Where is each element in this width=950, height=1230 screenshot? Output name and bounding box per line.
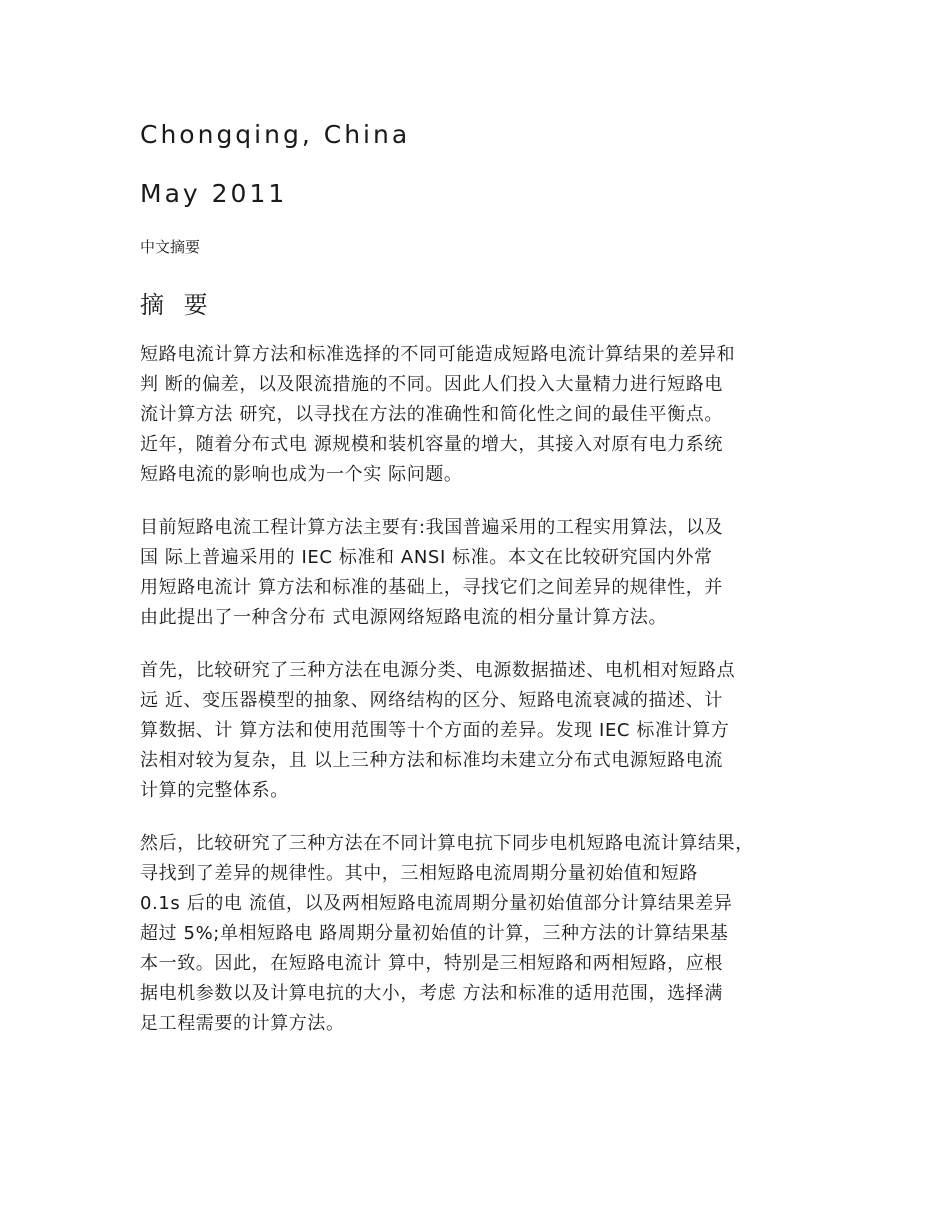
paragraph-line: 超过 5%;单相短路电 路周期分量初始值的计算，三种方法的计算结果基 [140,923,729,944]
paragraph-line: 本一致。因此，在短路电流计 算中，特别是三相短路和两相短路，应根 [140,953,723,974]
paragraph-line: 由此提出了一种含分布 式电源网络短路电流的相分量计算方法。 [140,607,668,628]
paragraph-line: 首先，比较研究了三种方法在电源分类、电源数据描述、电机相对短路点 [140,660,736,681]
paragraph-line: 近年，随着分布式电 源规模和装机容量的增大，其接入对原有电力系统 [140,434,723,455]
paragraph-line: 寻找到了差异的规律性。其中，三相短路电流周期分量初始值和短路 [140,863,698,884]
paragraph-line: 0.1s 后的电 流值，以及两相短路电流周期分量初始值部分计算结果差异 [140,893,733,914]
abstract-title: 摘 要 [140,291,214,319]
cover-date: May 2011 [140,179,288,208]
paragraph-line: 用短路电流计 算方法和标准的基础上，寻找它们之间差异的规律性，并 [140,577,723,598]
cover-location: Chongqing, China [140,120,411,149]
paragraph-line: 国 际上普遍采用的 IEC 标准和 ANSI 标准。本文在比较研究国内外常 [140,547,713,568]
paragraph-line: 据电机参数以及计算电抗的大小，考虑 方法和标准的适用范围，选择满 [140,983,723,1004]
paragraph-line: 短路电流的影响也成为一个实 际问题。 [140,464,463,485]
abstract-paragraph-2 [140,513,840,633]
paragraph-line: 法相对较为复杂，且 以上三种方法和标准均未建立分布式电源短路电流 [140,750,723,771]
paragraph-line: 计算的完整体系。 [140,780,289,801]
paragraph-line: 流计算方法 研究，以寻找在方法的准确性和简化性之间的最佳平衡点。 [140,404,723,425]
paragraph-line: 目前短路电流工程计算方法主要有:我国普遍采用的工程实用算法，以及 [140,517,724,538]
section-label: 中文摘要 [140,238,201,256]
paragraph-line: 远 近、变压器模型的抽象、网络结构的区分、短路电流衰减的描述、计 [140,690,723,711]
abstract-paragraph-1 [140,340,840,490]
abstract-paragraph-4 [140,829,840,1039]
paragraph-line: 短路电流计算方法和标准选择的不同可能造成短路电流计算结果的差异和 [140,344,736,365]
paragraph-line: 判 断的偏差，以及限流措施的不同。因此人们投入大量精力进行短路电 [140,374,723,395]
paragraph-line: 足工程需要的计算方法。 [140,1013,345,1034]
paragraph-line: 算数据、计 算方法和使用范围等十个方面的差异。发现 IEC 标准计算方 [140,720,730,741]
paragraph-line: 然后，比较研究了三种方法在不同计算电抗下同步电机短路电流计算结果， [140,833,754,854]
abstract-paragraph-3 [140,656,840,806]
